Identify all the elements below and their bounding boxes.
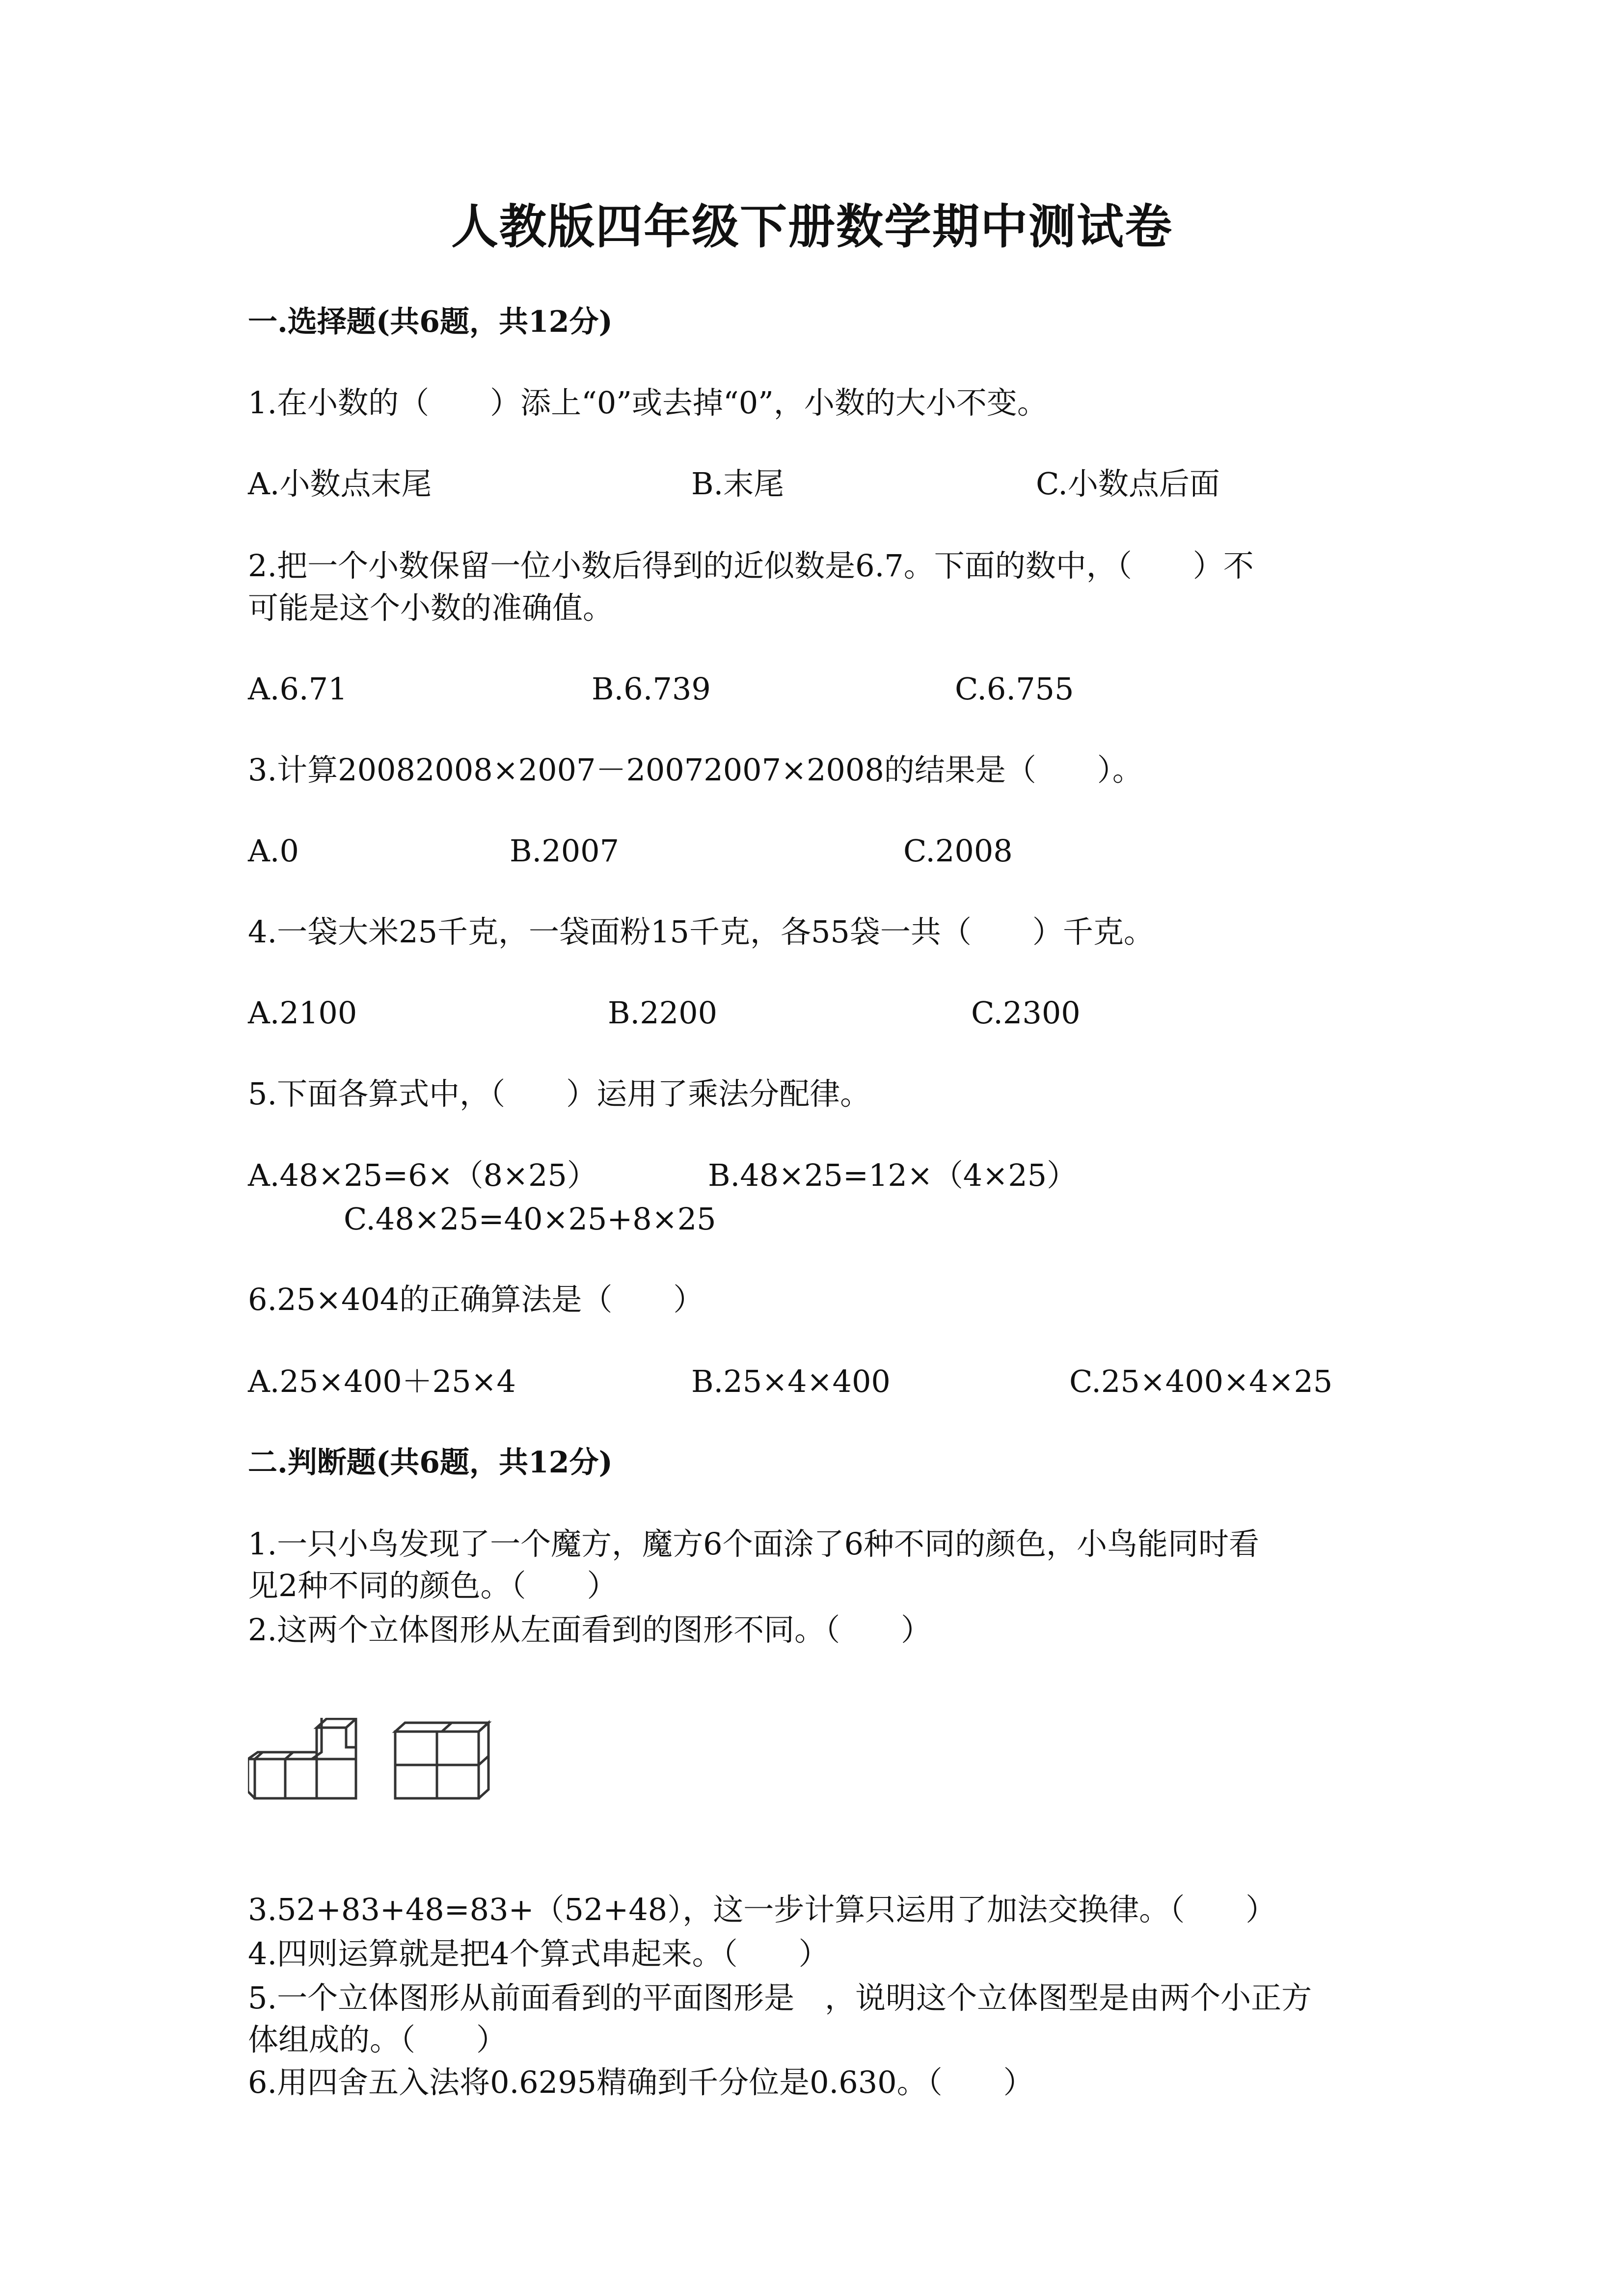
option-1-5-c: C.48×25=40×25+8×25	[344, 1201, 716, 1237]
option-1-6-a: A.25×400＋25×4	[248, 1363, 516, 1399]
option-1-4-b: B.2200	[608, 995, 718, 1031]
question-1-4: 4.一袋大米25千克，一袋面粉15千克，各55袋一共（ ）千克。	[248, 914, 1154, 950]
option-1-2-b: B.6.739	[592, 671, 711, 707]
option-1-3-c: C.2008	[903, 833, 1013, 869]
cube-figures	[248, 1718, 493, 1806]
question-1-6: 6.25×404的正确算法是（ ）	[248, 1281, 704, 1317]
question-1-2-line2: 可能是这个小数的准确值。	[248, 590, 614, 626]
question-2-5-line2: 体组成的。（ ）	[248, 2022, 507, 2057]
option-1-4-a: A.2100	[248, 995, 357, 1031]
section-heading-choice: 一.选择题(共6题，共12分)	[248, 305, 613, 339]
question-1-3: 3.计算20082008×2007－20072007×2008的结果是（ ）。	[248, 752, 1143, 788]
question-1-2-line1: 2.把一个小数保留一位小数后得到的近似数是6.7。下面的数中，（ ）不	[248, 548, 1254, 584]
option-1-6-c: C.25×400×4×25	[1069, 1363, 1333, 1399]
option-1-3-a: A.0	[248, 833, 299, 869]
option-1-6-b: B.25×4×400	[691, 1363, 891, 1399]
option-1-2-a: A.6.71	[248, 671, 348, 707]
option-1-2-c: C.6.755	[955, 671, 1074, 707]
option-1-5-a: A.48×25=6×（8×25）	[248, 1157, 597, 1193]
cube-figures-svg	[248, 1718, 493, 1806]
option-1-5-b: B.48×25=12×（4×25）	[708, 1157, 1078, 1193]
page-title: 人教版四年级下册数学期中测试卷	[451, 199, 1173, 254]
question-2-6: 6.用四舍五入法将0.6295精确到千分位是0.630。（ ）	[248, 2064, 1034, 2100]
question-2-1-line2: 见2种不同的颜色。（ ）	[248, 1568, 618, 1603]
option-1-1-c: C.小数点后面	[1036, 466, 1220, 502]
question-2-1-line1: 1.一只小鸟发现了一个魔方，魔方6个面涂了6种不同的颜色，小鸟能同时看	[248, 1526, 1260, 1562]
option-1-1-b: B.末尾	[691, 466, 785, 502]
option-1-3-b: B.2007	[510, 833, 620, 869]
question-1-5: 5.下面各算式中，（ ）运用了乘法分配律。	[248, 1076, 871, 1112]
option-1-1-a: A.小数点末尾	[248, 466, 432, 502]
option-1-4-c: C.2300	[971, 995, 1081, 1031]
question-2-2: 2.这两个立体图形从左面看到的图形不同。（ ）	[248, 1612, 932, 1648]
question-2-4: 4.四则运算就是把4个算式串起来。（ ）	[248, 1936, 829, 1972]
right-solid-figure	[395, 1723, 488, 1798]
left-solid-figure	[248, 1718, 356, 1798]
question-2-5-line1: 5.一个立体图形从前面看到的平面图形是 ，说明这个立体图型是由两个小正方	[248, 1980, 1312, 2016]
question-1-1: 1.在小数的（ ）添上“0”或去掉“0”，小数的大小不变。	[248, 385, 1048, 421]
section-heading-judgement: 二.判断题(共6题，共12分)	[248, 1445, 613, 1480]
question-2-3: 3.52+83+48=83+（52+48），这一步计算只运用了加法交换律。（ ）	[248, 1892, 1276, 1927]
